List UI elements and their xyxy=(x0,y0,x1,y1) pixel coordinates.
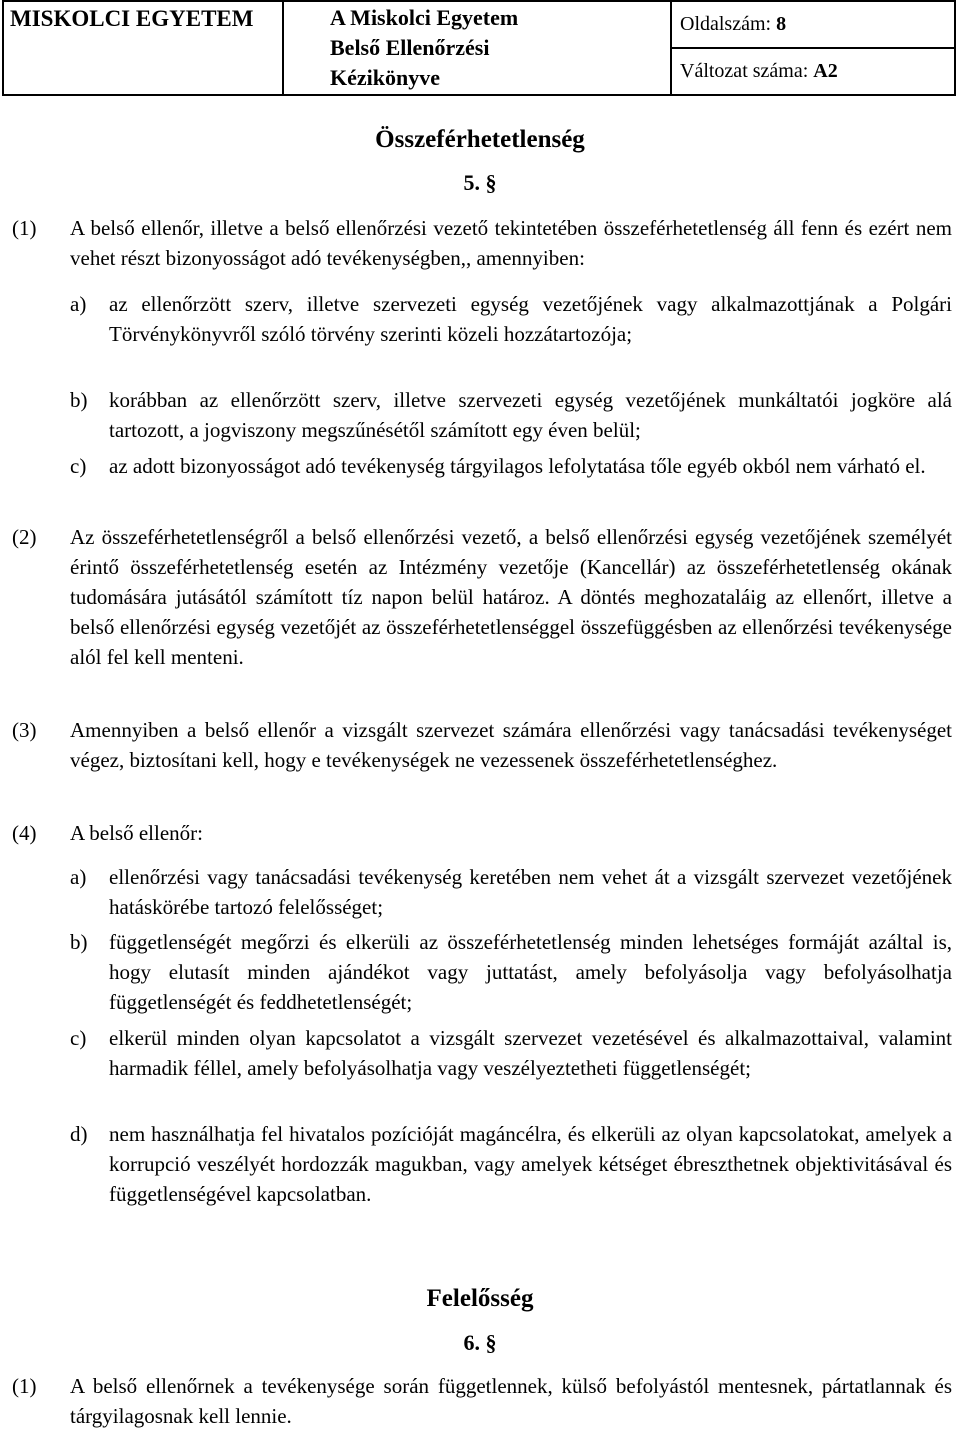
list-item xyxy=(70,927,952,1017)
list-item-text: függetlenségét megőrzi és elkerüli az összeférhetetlenség minden lehetséges formáját azáltal is, hogy elutasít minden ajándékot vagy juttatást, amely befolyásolja vagy befolyásolhatja függetlenségét és feddhetetlenségét; xyxy=(109,930,952,1014)
version-label: Változat száma: xyxy=(680,60,809,82)
list-item xyxy=(70,1119,952,1209)
list-item-label: c) xyxy=(70,1026,87,1050)
paragraph-number: (1) xyxy=(12,1374,37,1398)
document-title xyxy=(283,1,671,95)
list-item xyxy=(70,385,952,445)
paragraph xyxy=(12,715,952,775)
page-number-label: Oldalszám: xyxy=(680,13,772,35)
list-item xyxy=(70,862,952,922)
paragraph xyxy=(12,522,952,672)
list-item-label: a) xyxy=(70,292,87,316)
list-item xyxy=(70,289,952,349)
list-item-label: d) xyxy=(70,1122,88,1146)
section-number: 6. § xyxy=(463,1330,497,1355)
list-item-label: a) xyxy=(70,865,87,889)
document-title-line: A Miskolci Egyetem xyxy=(330,5,519,30)
document-title-line: Kézikönyve xyxy=(330,65,440,90)
version-cell xyxy=(671,48,955,95)
list-item-text: ellenőrzési vagy tanácsadási tevékenység keretében nem vehet át a vizsgált szervezet vezetőjének hatáskörébe tartozó felelősséget; xyxy=(109,865,952,919)
paragraph-number: (1) xyxy=(12,216,37,240)
paragraph xyxy=(12,1371,952,1431)
paragraph-text: Amennyiben a belső ellenőr a vizsgált szervezet számára ellenőrzési vagy tanácsadási tevékenységet végez, biztosítani kell, hogy e tevékenységek ne vezessenek összeférhetetlenséghez. xyxy=(70,718,952,772)
paragraph-number: (3) xyxy=(12,718,37,742)
paragraph-text: Az összeférhetetlenségről a belső ellenőrzési vezető, a belső ellenőrzési egység vezetőjének személyét érintő összeférhetetlenség esetén az Intézmény vezetője (Kancellár) az összeférhetetlenség okának tudomására jutásától számított tíz napon belül határoz. A döntés meghozataláig az ellenőrt, illetve a belső ellenőrzési egység vezetőjét az összeférhetetlenséggel összefüggésben az ellenőrzési tevékenysége alól fel kell menteni. xyxy=(70,525,952,669)
page-number-cell xyxy=(671,1,955,48)
list-item-text: korábban az ellenőrzött szerv, illetve szervezeti egység vezetőjének munkáltatói jogköre alá tartozott, a jogviszony megszűnésétől számított egy éven belül; xyxy=(109,388,952,442)
page-number: 8 xyxy=(776,13,787,35)
document-header xyxy=(2,0,956,96)
paragraph xyxy=(12,818,952,848)
document-title-line: Belső Ellenőrzési xyxy=(330,35,490,60)
list-item-text: az ellenőrzött szerv, illetve szervezeti egység vezetőjének vagy alkalmazottjának a Polgári Törvénykönyvről szóló törvény szerinti közeli hozzátartozója; xyxy=(109,292,952,346)
list-item xyxy=(70,1023,952,1083)
institution-name: MISKOLCI EGYETEM xyxy=(3,1,283,95)
list-item-label: b) xyxy=(70,388,88,412)
list-item-label: b) xyxy=(70,930,88,954)
paragraph-text: A belső ellenőr: xyxy=(70,821,203,845)
list-item xyxy=(70,451,952,481)
section-title: Felelősség xyxy=(426,1285,534,1312)
list-item-label: c) xyxy=(70,454,87,478)
list-item-text: elkerül minden olyan kapcsolatot a vizsgált szervezet vezetésével és alkalmazottaival, valamint harmadik féllel, amely befolyásolhatja vagy veszélyeztetheti függetlenségét; xyxy=(109,1026,952,1080)
version-value: A2 xyxy=(813,60,838,82)
paragraph-text: A belső ellenőrnek a tevékenysége során függetlennek, külső befolyástól mentesnek, pártatlannak és tárgyilagosnak kell lennie. xyxy=(70,1374,952,1428)
paragraph-number: (4) xyxy=(12,821,37,845)
list-item-text: nem használhatja fel hivatalos pozícióját magáncélra, és elkerüli az olyan kapcsolatokat, amelyek a korrupció veszélyét hordozzák magukban, vagy amelyek kétséget ébreszthetnek objektivitásával és függetlenségével kapcsolatban. xyxy=(109,1122,952,1206)
section-title: Összeférhetetlenség xyxy=(375,126,585,153)
section-number: 5. § xyxy=(463,170,497,195)
paragraph-number: (2) xyxy=(12,525,37,549)
paragraph xyxy=(12,213,952,273)
list-item-text: az adott bizonyosságot adó tevékenység tárgyilagos lefolytatása tőle egyéb okból nem várható el. xyxy=(109,454,926,478)
paragraph-text: A belső ellenőr, illetve a belső ellenőrzési vezető tekintetében összeférhetetlenség áll fenn és ezért nem vehet részt bizonyosságot adó tevékenységben,, amennyiben: xyxy=(70,216,952,270)
